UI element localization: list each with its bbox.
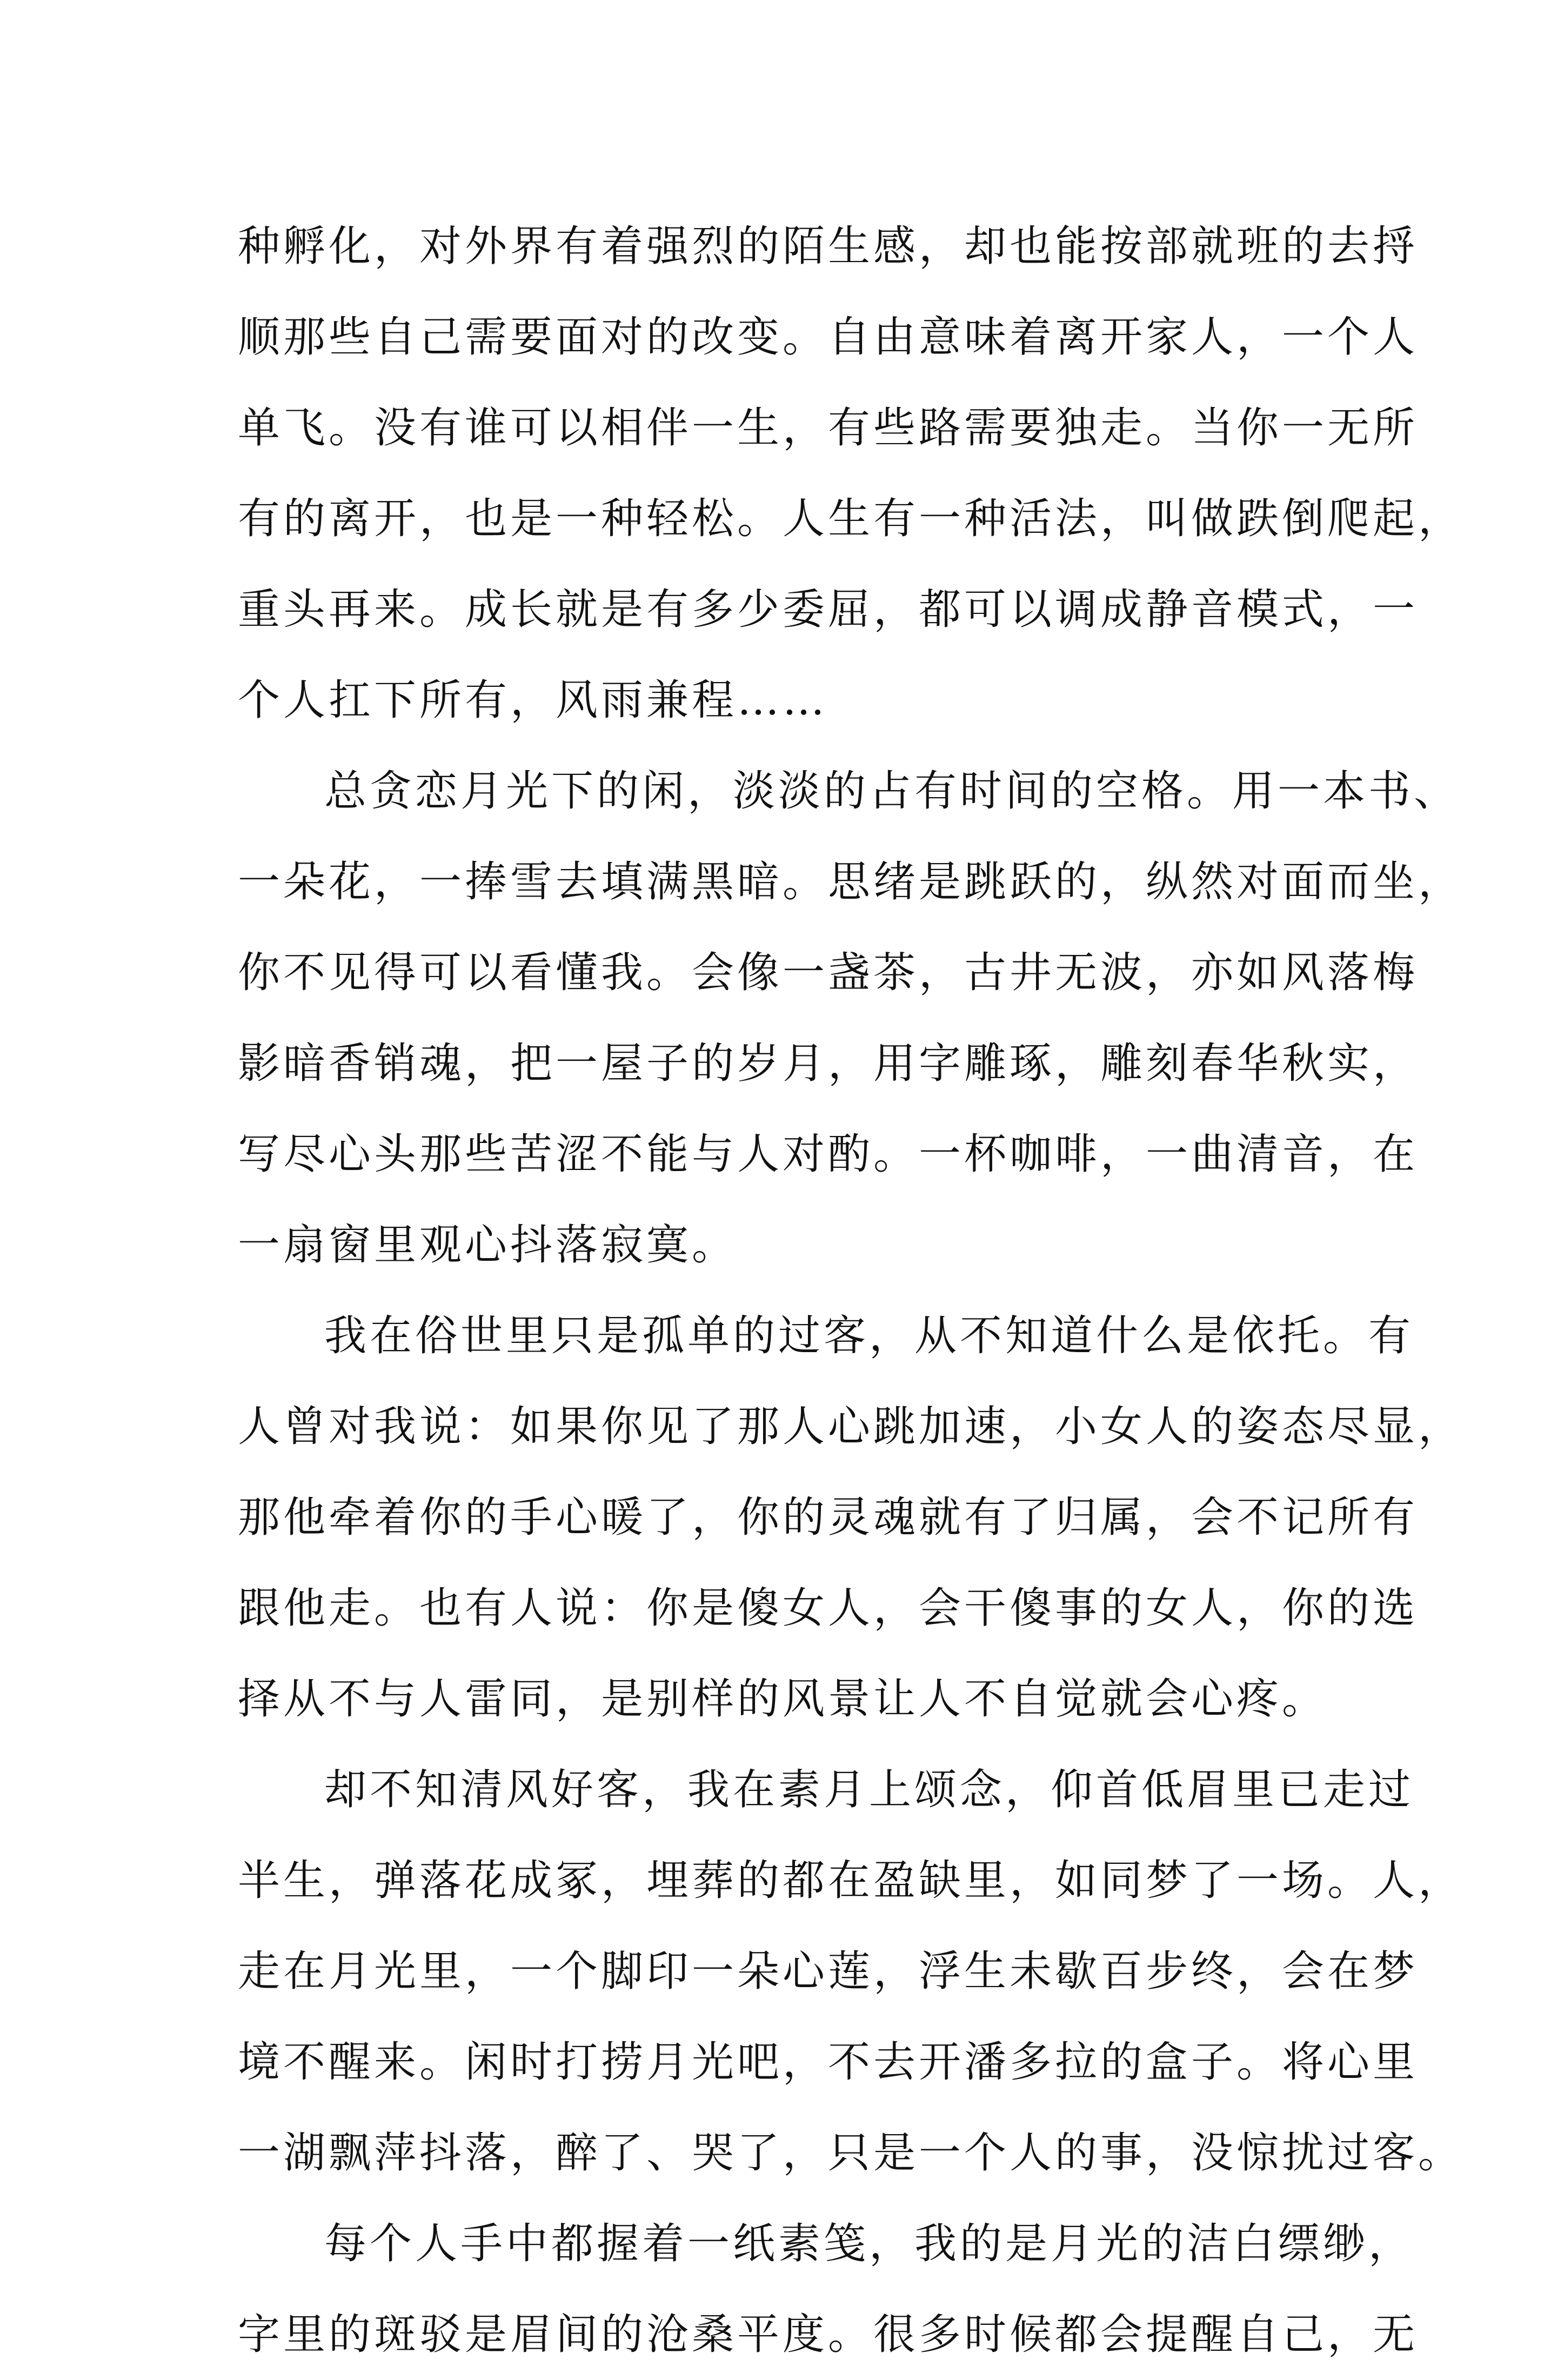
text-line: 你不见得可以看懂我。会像一盏茶，古井无波，亦如风落梅 [238,948,1419,997]
text-line: 境不醒来。闲时打捞月光吧，不去开潘多拉的盒子。将心里 [238,2038,1419,2087]
paragraph-start-line: 却不知清风好客，我在素月上颂念，仰首低眉里已走过 [324,1766,1414,1814]
text-line: 影暗香销魂，把一屋子的岁月，用字雕琢，雕刻春华秋实， [238,1039,1419,1088]
text-line: 择从不与人雷同，是别样的风景让人不自觉就会心疼。 [238,1675,1328,1723]
text-line: 单飞。没有谁可以相伴一生，有些路需要独走。当你一无所 [238,404,1419,452]
text-line: 一朵花，一捧雪去填满黑暗。思绪是跳跃的，纵然对面而坐， [238,858,1464,906]
text-line: 走在月光里，一个脚印一朵心莲，浮生未歇百步终，会在梦 [238,1947,1419,1996]
text-line: 一扇窗里观心抖落寂寞。 [238,1221,738,1269]
text-line: 种孵化，对外界有着强烈的陌生感，却也能按部就班的去捋 [238,222,1419,271]
text-line: 写尽心头那些苦涩不能与人对酌。一杯咖啡，一曲清音，在 [238,1130,1419,1179]
text-line: 一湖飘萍抖落，醉了、哭了，只是一个人的事，没惊扰过客。 [238,2129,1464,2177]
body-text [238,201,1464,2380]
text-line: 字里的斑驳是眉间的沧桑平度。很多时候都会提醒自己，无 [238,2310,1419,2359]
paragraph-start-line: 总贪恋月光下的闲，淡淡的占有时间的空格。用一本书、 [324,767,1460,815]
text-line: 个人扛下所有，风雨兼程…… [238,676,828,725]
paragraph-start-line: 每个人手中都握着一纸素笺，我的是月光的洁白缥缈， [324,2219,1414,2268]
text-line: 那他牵着你的手心暖了，你的灵魂就有了归属，会不记所有 [238,1493,1419,1542]
text-line: 重头再来。成长就是有多少委屈，都可以调成静音模式，一 [238,585,1419,634]
text-line: 半生，弹落花成冢，埋葬的都在盈缺里，如同梦了一场。人， [238,1856,1464,1905]
text-line: 人曾对我说：如果你见了那人心跳加速，小女人的姿态尽显， [238,1402,1464,1451]
paragraph-start-line: 我在俗世里只是孤单的过客，从不知道什么是依托。有 [324,1312,1414,1360]
text-line: 跟他走。也有人说：你是傻女人，会干傻事的女人，你的选 [238,1584,1419,1633]
text-line: 有的离开，也是一种轻松。人生有一种活法，叫做跌倒爬起， [238,494,1464,543]
text-line: 顺那些自己需要面对的改变。自由意味着离开家人，一个人 [238,313,1419,362]
